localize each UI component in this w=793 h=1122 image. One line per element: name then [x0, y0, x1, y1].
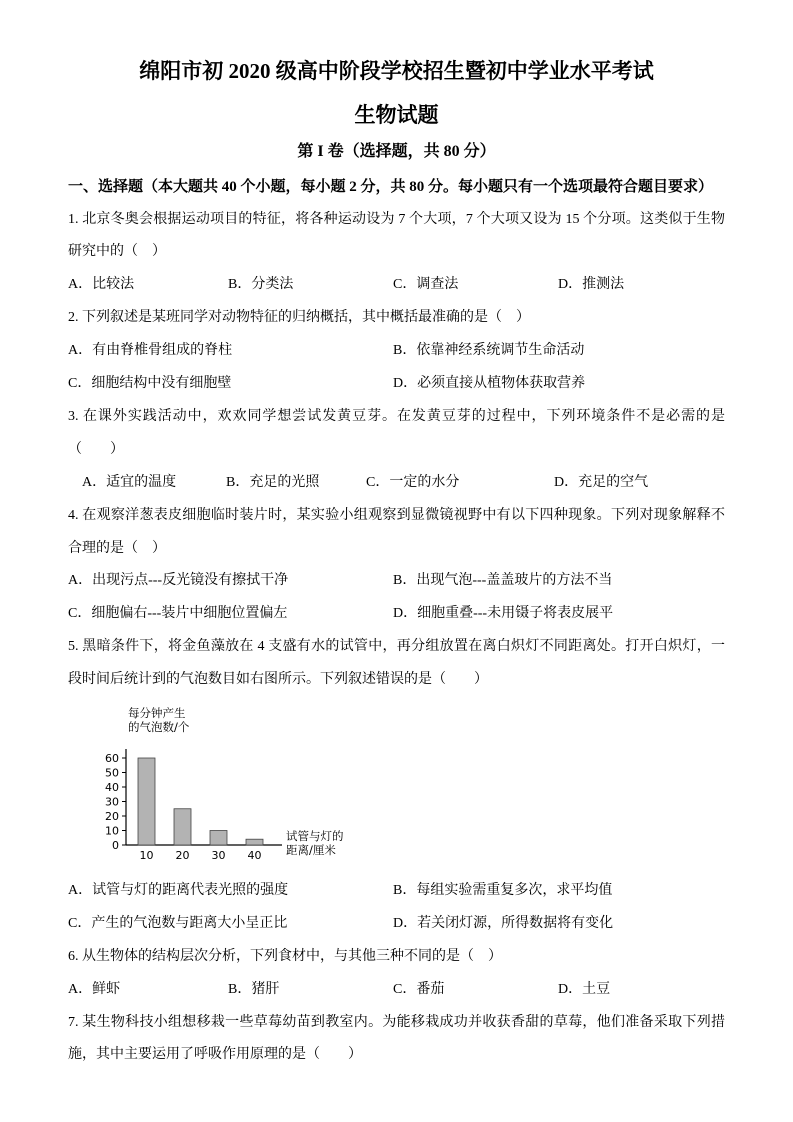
- svg-text:30: 30: [105, 795, 119, 809]
- svg-text:60: 60: [105, 751, 119, 765]
- svg-text:0: 0: [112, 838, 119, 852]
- svg-text:50: 50: [105, 766, 119, 780]
- exam-title: 绵阳市初 2020 级高中阶段学校招生暨初中学业水平考试: [139, 59, 654, 83]
- q3-option-b: B．充足的光照: [226, 474, 320, 490]
- svg-text:30: 30: [211, 848, 226, 862]
- question-2-text: 2. 下列叙述是某班同学对动物特征的归纳概括，其中概括最准确的是（ ）: [68, 310, 530, 326]
- svg-text:的气泡数/个: 的气泡数/个: [128, 719, 190, 734]
- question-1: [68, 204, 725, 303]
- svg-text:40: 40: [247, 848, 262, 862]
- q5-option-b: B．每组实验需重复多次，求平均值: [393, 882, 613, 898]
- svg-text:每分钟产生: 每分钟产生: [128, 705, 186, 720]
- q5-bar-chart: [80, 703, 380, 873]
- svg-text:20: 20: [175, 848, 190, 862]
- q4-option-a: A．出现污点---反光镜没有擦拭干净: [68, 573, 289, 589]
- q2-option-b: B．依靠神经系统调节生命活动: [393, 343, 585, 359]
- question-6: [68, 941, 725, 1007]
- exam-subtitle: 生物试题: [354, 102, 439, 127]
- q3-option-a: A．适宜的温度: [82, 474, 177, 490]
- question-1-options: [68, 269, 725, 302]
- question-4: [68, 500, 725, 632]
- svg-text:距离/厘米: 距离/厘米: [286, 842, 336, 857]
- question-4-options: [68, 565, 725, 631]
- q6-option-a: A．鲜虾: [68, 981, 121, 997]
- q3-option-d: D．充足的空气: [554, 474, 649, 490]
- question-4-text: 4. 在观察洋葱表皮细胞临时装片时，某实验小组观察到显微镜视野中有以下四种现象。下列对现象解释不合理的是（ ）: [68, 507, 725, 556]
- section-header: 第 I 卷（选择题，共 80 分）: [297, 143, 496, 160]
- q5-option-a: A．试管与灯的距离代表光照的强度: [68, 882, 289, 898]
- question-6-options: [68, 974, 725, 1007]
- q1-option-c: C．调查法: [393, 277, 459, 293]
- q1-option-b: B．分类法: [228, 277, 294, 293]
- q4-option-c: C．细胞偏右---装片中细胞位置偏左: [68, 606, 288, 622]
- question-3: [68, 401, 725, 500]
- question-7: [68, 1007, 725, 1073]
- q6-option-c: C．番茄: [393, 981, 445, 997]
- q6-option-b: B．猪肝: [228, 981, 280, 997]
- q2-option-c: C．细胞结构中没有细胞壁: [68, 376, 232, 392]
- question-3-options: [68, 467, 725, 500]
- question-1-text: 1. 北京冬奥会根据运动项目的特征，将各种运动设为 7 个大项，7 个大项又设为 15 个分项。这类似于生物研究中的（ ）: [68, 211, 725, 260]
- q4-option-b: B．出现气泡---盖盖玻片的方法不当: [393, 573, 613, 589]
- q1-option-a: A．比较法: [68, 277, 135, 293]
- q1-option-d: D．推测法: [558, 277, 625, 293]
- q5-chart-figure: [80, 703, 380, 873]
- instructions: 一、选择题（本大题共 40 个小题，每小题 2 分，共 80 分。每小题只有一个选项最符合题目要求）: [68, 178, 714, 195]
- q6-option-d: D．土豆: [558, 981, 611, 997]
- question-2: [68, 302, 725, 401]
- q2-option-a: A．有由脊椎骨组成的脊柱: [68, 343, 233, 359]
- q2-option-d: D．必须直接从植物体获取营养: [393, 376, 586, 392]
- q3-option-c: C．一定的水分: [366, 474, 460, 490]
- question-5-text: 5. 黑暗条件下，将金鱼藻放在 4 支盛有水的试管中，再分组放置在离白炽灯不同距离处。打开白炽灯，一段时间后统计到的气泡数目如右图所示。下列叙述错误的是（ ）: [68, 639, 725, 688]
- svg-text:20: 20: [105, 809, 119, 823]
- svg-text:40: 40: [105, 780, 119, 794]
- question-5-options: [68, 875, 725, 941]
- question-3-text: 3. 在课外实践活动中，欢欢同学想尝试发黄豆芽。在发黄豆芽的过程中，下列环境条件不是必需的是（ ）: [68, 408, 725, 457]
- question-7-text: 7. 某生物科技小组想移栽一些草莓幼苗到教室内。为能移栽成功并收获香甜的草莓，他们准备采取下列措施，其中主要运用了呼吸作用原理的是（ ）: [68, 1014, 725, 1063]
- q4-option-d: D．细胞重叠---未用镊子将表皮展平: [393, 606, 614, 622]
- question-6-text: 6. 从生物体的结构层次分析，下列食材中，与其他三种不同的是（ ）: [68, 948, 502, 964]
- q5-option-c: C．产生的气泡数与距离大小呈正比: [68, 915, 288, 931]
- q5-option-d: D．若关闭灯源，所得数据将有变化: [393, 915, 614, 931]
- question-5: [68, 631, 725, 941]
- svg-text:试管与灯的: 试管与灯的: [286, 828, 344, 843]
- svg-text:10: 10: [105, 824, 119, 838]
- svg-text:10: 10: [139, 848, 154, 862]
- question-2-options: [68, 335, 725, 401]
